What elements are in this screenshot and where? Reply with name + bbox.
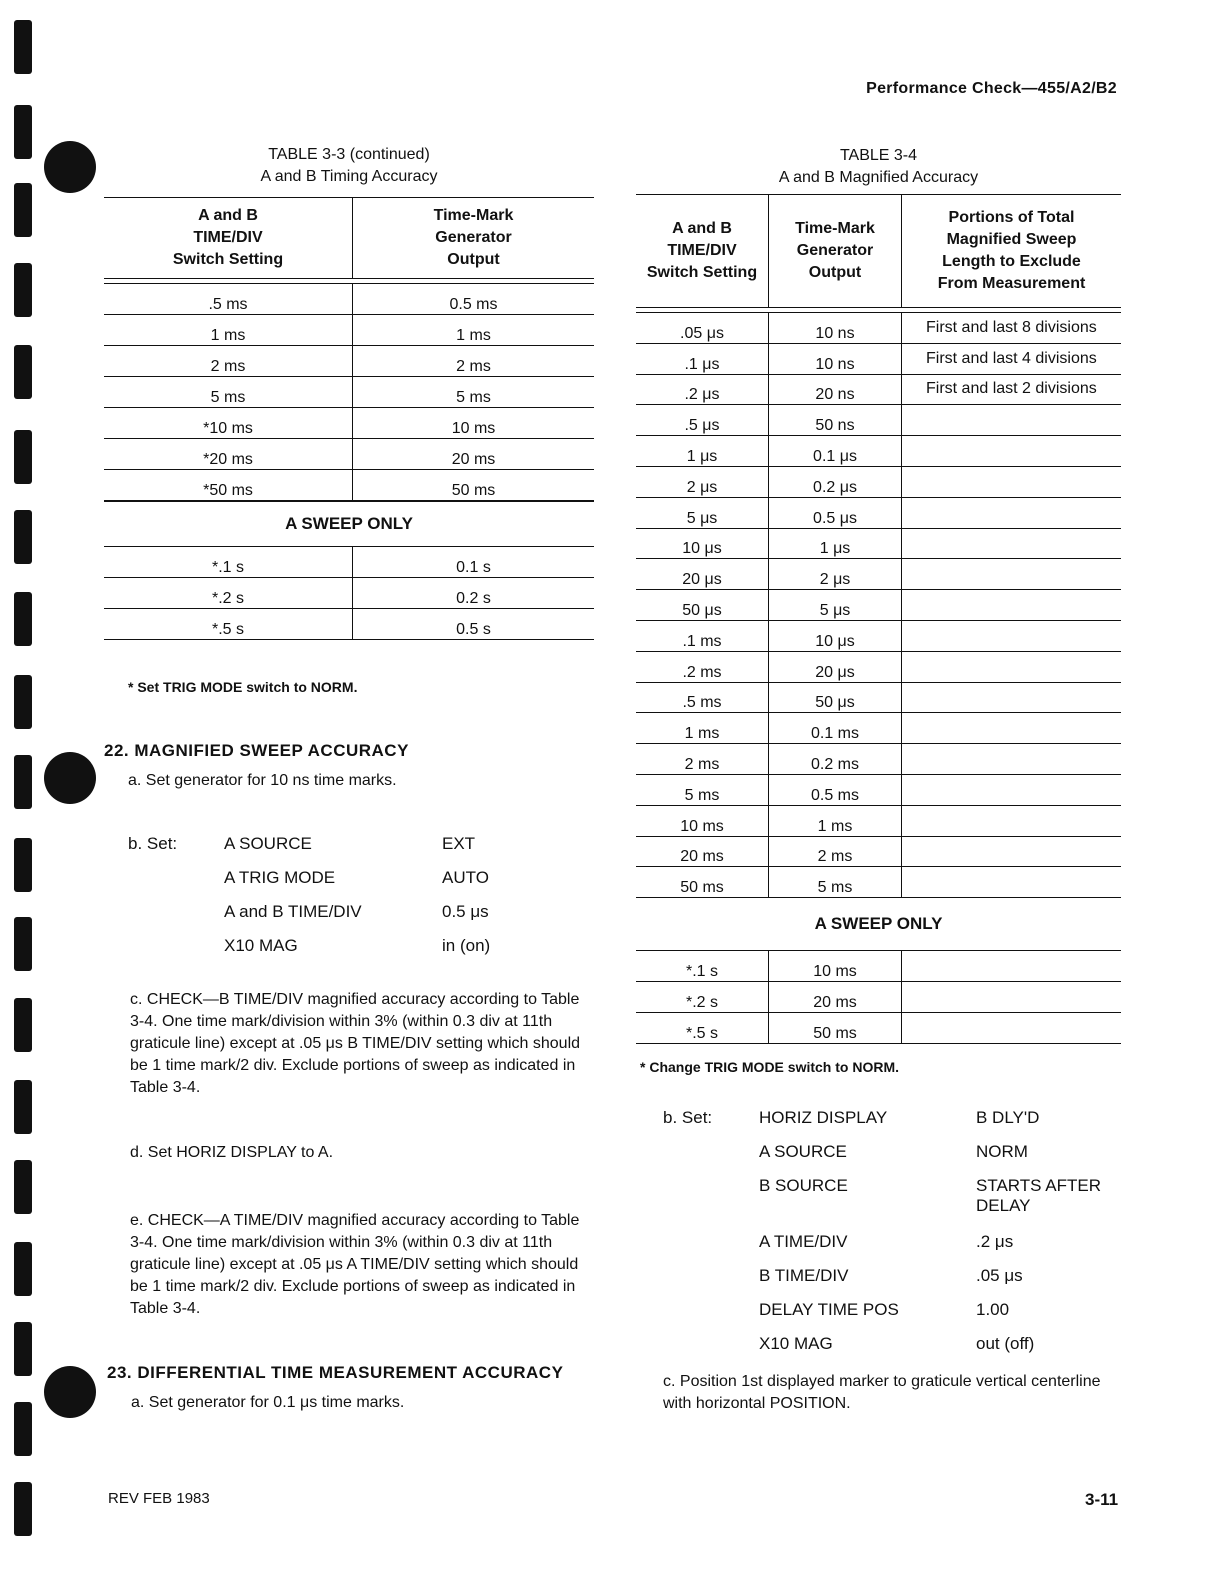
table-row <box>636 682 1121 713</box>
table-cell: 50 ms <box>636 867 769 898</box>
binder-mark <box>14 1402 32 1456</box>
table-cell: 20 ms <box>636 836 769 867</box>
table-row <box>636 343 1121 374</box>
binder-mark <box>14 1482 32 1536</box>
table-cell: First and last 4 divisions <box>902 343 1122 374</box>
table-3-4-caption <box>636 145 1121 189</box>
table-cell: 5 μs <box>769 590 902 621</box>
table-cell <box>902 1013 1122 1044</box>
setting-row <box>663 1176 1136 1232</box>
table-row <box>636 805 1121 836</box>
setting-row <box>128 902 602 936</box>
setting-control: HORIZ DISPLAY <box>759 1108 888 1127</box>
step-text: a. Set generator for 10 ns time marks. <box>128 772 397 789</box>
binder-mark <box>14 675 32 729</box>
setting-control: A SOURCE <box>759 1142 847 1161</box>
binder-mark <box>14 345 32 399</box>
setting-value: 1.00 <box>976 1300 1010 1319</box>
setting-row <box>128 868 602 902</box>
binder-mark <box>14 105 32 159</box>
table-cell <box>902 651 1122 682</box>
table-cell <box>902 559 1122 590</box>
table-cell: 1 μs <box>769 528 902 559</box>
table-footnote: * Set TRIG MODE switch to NORM. <box>128 679 358 695</box>
setting-value: 0.5 μs <box>442 902 489 921</box>
table-cell: 20 ms <box>769 982 902 1013</box>
step-text: a. Set generator for 0.1 μs time marks. <box>131 1394 405 1411</box>
table-cell: 50 ms <box>353 470 595 501</box>
setting-control: A and B TIME/DIV <box>224 902 362 921</box>
table-cell: 5 ms <box>353 377 595 408</box>
table-cell <box>902 466 1122 497</box>
table-cell: *50 ms <box>104 470 353 501</box>
table-cell: *.5 s <box>104 609 353 640</box>
setting-value: in (on) <box>442 936 491 955</box>
setting-step-label: b. Set: <box>128 834 178 853</box>
table-cell: *.2 s <box>104 578 353 609</box>
table-cell: 0.2 ms <box>769 744 902 775</box>
table-row <box>104 315 594 346</box>
table-cell: 20 ms <box>353 439 595 470</box>
table-cell: 10 ms <box>769 951 902 982</box>
revision-date: REV FEB 1983 <box>108 1490 210 1507</box>
table-cell: 2 ms <box>104 346 353 377</box>
binder-mark <box>14 1242 32 1296</box>
table-cell: 0.5 ms <box>353 284 595 315</box>
setting-control: X10 MAG <box>224 936 298 955</box>
column-header: Time-Mark Generator Output <box>769 195 902 308</box>
table-cell: 1 ms <box>104 315 353 346</box>
table-cell: 10 ms <box>636 805 769 836</box>
table-cell: 50 ns <box>769 405 902 436</box>
setting-control: X10 MAG <box>759 1334 833 1353</box>
table-cell: *10 ms <box>104 408 353 439</box>
table-cell: First and last 2 divisions <box>902 374 1122 405</box>
setting-row <box>663 1108 1136 1142</box>
table-cell: 1 ms <box>353 315 595 346</box>
table-cell <box>902 620 1122 651</box>
section-title: 22. MAGNIFIED SWEEP ACCURACY <box>104 741 409 760</box>
table-cell: 5 ms <box>769 867 902 898</box>
table-cell: 2 ms <box>769 836 902 867</box>
table-row <box>636 559 1121 590</box>
column-header: Portions of Total Magnified Sweep Length to Exclude From Measurement <box>937 209 1086 292</box>
binder-mark <box>14 1160 32 1214</box>
binder-mark <box>14 1080 32 1134</box>
table-row <box>636 620 1121 651</box>
binder-mark <box>14 1322 32 1376</box>
table-row <box>636 774 1121 805</box>
table-cell: *.5 s <box>636 1013 769 1044</box>
setting-value: B DLY'D <box>976 1108 1040 1127</box>
table-cell: 0.2 μs <box>769 466 902 497</box>
table-cell: .2 ms <box>636 651 769 682</box>
binder-mark <box>14 998 32 1052</box>
table-cell: 10 μs <box>769 620 902 651</box>
setting-row <box>663 1266 1136 1300</box>
table-cell: 2 ms <box>636 744 769 775</box>
table-row <box>636 1013 1121 1044</box>
table-cell <box>902 528 1122 559</box>
table-row <box>104 470 594 501</box>
table-cell: *.2 s <box>636 982 769 1013</box>
table-title: TABLE 3-4 <box>839 147 918 164</box>
table-row <box>636 497 1121 528</box>
table-cell: .5 μs <box>636 405 769 436</box>
sweep-only-label: A SWEEP ONLY <box>636 898 1121 951</box>
binder-mark <box>14 592 32 646</box>
table-cell <box>902 682 1122 713</box>
binder-mark <box>14 20 32 74</box>
setting-control: A SOURCE <box>224 834 312 853</box>
table-cell: 0.2 s <box>353 578 595 609</box>
table-row <box>636 405 1121 436</box>
table-cell: 2 ms <box>353 346 595 377</box>
table-row <box>636 590 1121 621</box>
table-3-3 <box>104 197 594 640</box>
table-row <box>104 578 594 609</box>
table-cell: .1 μs <box>636 343 769 374</box>
binder-mark <box>14 430 32 484</box>
table-cell: 0.5 μs <box>769 497 902 528</box>
sweep-only-label: A SWEEP ONLY <box>104 502 594 547</box>
table-cell <box>902 836 1122 867</box>
setting-value: AUTO <box>442 868 489 887</box>
setting-control: A TIME/DIV <box>759 1232 848 1251</box>
binder-mark <box>14 755 32 809</box>
table-cell: *20 ms <box>104 439 353 470</box>
table-row <box>104 547 594 578</box>
binder-mark <box>14 263 32 317</box>
table-cell <box>902 982 1122 1013</box>
column-header: A and B TIME/DIV Switch Setting <box>636 195 769 308</box>
setting-step-label: b. Set: <box>663 1108 713 1127</box>
table-cell: 1 ms <box>636 713 769 744</box>
table-row <box>104 439 594 470</box>
table-row <box>636 466 1121 497</box>
column-header: Time-Mark Generator Output <box>433 207 514 268</box>
binder-mark <box>14 917 32 971</box>
table-row <box>636 951 1121 982</box>
table-cell: .5 ms <box>636 682 769 713</box>
table-subtitle: A and B Magnified Accuracy <box>778 169 979 186</box>
table-row <box>104 346 594 377</box>
setting-control: DELAY TIME POS <box>759 1300 899 1319</box>
table-cell: 5 ms <box>636 774 769 805</box>
setting-row <box>663 1300 1136 1334</box>
table-cell: 2 μs <box>769 559 902 590</box>
table-cell: 0.5 s <box>353 609 595 640</box>
setting-control: A TRIG MODE <box>224 868 336 887</box>
table-cell: 50 ms <box>769 1013 902 1044</box>
table-cell: 2 μs <box>636 466 769 497</box>
table-cell <box>902 436 1122 467</box>
table-row <box>104 408 594 439</box>
setting-value: STARTS AFTER DELAY <box>976 1176 1102 1215</box>
table-cell: 50 μs <box>769 682 902 713</box>
section-title: 23. DIFFERENTIAL TIME MEASUREMENT ACCURACY <box>107 1363 564 1382</box>
table-cell: 20 μs <box>769 651 902 682</box>
setting-value: .05 μs <box>976 1266 1023 1285</box>
table-row <box>636 713 1121 744</box>
table-row <box>104 377 594 408</box>
setting-control: B TIME/DIV <box>759 1266 849 1285</box>
setting-value: .2 μs <box>976 1232 1014 1251</box>
page-number: 3-11 <box>1085 1490 1119 1509</box>
step-text: c. Position 1st displayed marker to graticule vertical centerline with horizontal POSITION. <box>663 1373 1101 1412</box>
table-3-3-caption <box>104 144 594 188</box>
step-text: e. CHECK—A TIME/DIV magnified accuracy according to Table 3-4. One time mark/division within 3% (within 0.3 div at 11th graticule line) except at .05 μs A TIME/DIV setting which should be 1 time mark/2 div. Exclude portions of sweep as indicated in Table 3-4. <box>130 1212 580 1317</box>
table-cell: .5 ms <box>104 284 353 315</box>
table-cell: 50 μs <box>636 590 769 621</box>
settings-list <box>663 1108 1136 1368</box>
setting-value: out (off) <box>976 1334 1035 1353</box>
table-row <box>636 374 1121 405</box>
table-cell <box>902 590 1122 621</box>
table-cell: 10 ns <box>769 313 902 344</box>
table-cell: 5 ms <box>104 377 353 408</box>
table-cell: 0.1 s <box>353 547 595 578</box>
table-cell: 10 ns <box>769 343 902 374</box>
table-cell: .2 μs <box>636 374 769 405</box>
table-subtitle: A and B Timing Accuracy <box>260 168 438 185</box>
table-cell: *.1 s <box>104 547 353 578</box>
table-row <box>104 609 594 640</box>
setting-control: B SOURCE <box>759 1176 848 1195</box>
table-cell: 1 ms <box>769 805 902 836</box>
table-row <box>636 436 1121 467</box>
table-cell: 20 ns <box>769 374 902 405</box>
table-row <box>636 651 1121 682</box>
table-row <box>636 836 1121 867</box>
table-cell: 0.1 μs <box>769 436 902 467</box>
table-footnote: * Change TRIG MODE switch to NORM. <box>640 1059 900 1075</box>
binder-mark <box>14 510 32 564</box>
setting-value: EXT <box>442 834 476 853</box>
table-row <box>636 313 1121 344</box>
table-cell <box>902 713 1122 744</box>
setting-row <box>663 1142 1136 1176</box>
table-cell <box>902 774 1122 805</box>
table-cell: .1 ms <box>636 620 769 651</box>
table-cell: 0.5 ms <box>769 774 902 805</box>
table-row <box>636 744 1121 775</box>
table-3-4 <box>636 194 1121 1044</box>
setting-row <box>128 936 602 970</box>
table-cell <box>902 867 1122 898</box>
binder-hole <box>44 752 96 804</box>
table-cell: .05 μs <box>636 313 769 344</box>
binder-mark <box>14 183 32 237</box>
table-cell: 20 μs <box>636 559 769 590</box>
column-header: A and B TIME/DIV Switch Setting <box>104 198 353 279</box>
table-cell: First and last 8 divisions <box>902 313 1122 344</box>
table-cell <box>902 744 1122 775</box>
table-cell <box>902 405 1122 436</box>
table-cell: *.1 s <box>636 951 769 982</box>
binder-hole <box>44 1366 96 1418</box>
table-cell <box>902 805 1122 836</box>
table-title: TABLE 3-3 (continued) <box>268 146 430 163</box>
table-cell: 5 μs <box>636 497 769 528</box>
setting-row <box>663 1334 1136 1368</box>
table-row <box>636 867 1121 898</box>
table-row <box>636 982 1121 1013</box>
table-row <box>636 528 1121 559</box>
table-row <box>104 284 594 315</box>
table-cell: 1 μs <box>636 436 769 467</box>
table-cell <box>902 497 1122 528</box>
step-text: d. Set HORIZ DISPLAY to A. <box>130 1144 334 1161</box>
binder-mark <box>14 838 32 892</box>
setting-row <box>663 1232 1136 1266</box>
table-cell: 10 μs <box>636 528 769 559</box>
binder-hole <box>44 141 96 193</box>
table-cell: 10 ms <box>353 408 595 439</box>
setting-value: NORM <box>976 1142 1028 1161</box>
table-cell <box>902 951 1122 982</box>
page-header: Performance Check—455/A2/B2 <box>866 80 1117 97</box>
setting-row <box>128 834 602 868</box>
settings-list <box>128 834 602 970</box>
step-text: c. CHECK—B TIME/DIV magnified accuracy according to Table 3-4. One time mark/division within 3% (within 0.3 div at 11th graticule line) except at .05 μs B TIME/DIV setting which should be 1 time mark/2 div. Exclude portions of sweep as indicated in Table 3-4. <box>130 991 581 1096</box>
table-cell: 0.1 ms <box>769 713 902 744</box>
